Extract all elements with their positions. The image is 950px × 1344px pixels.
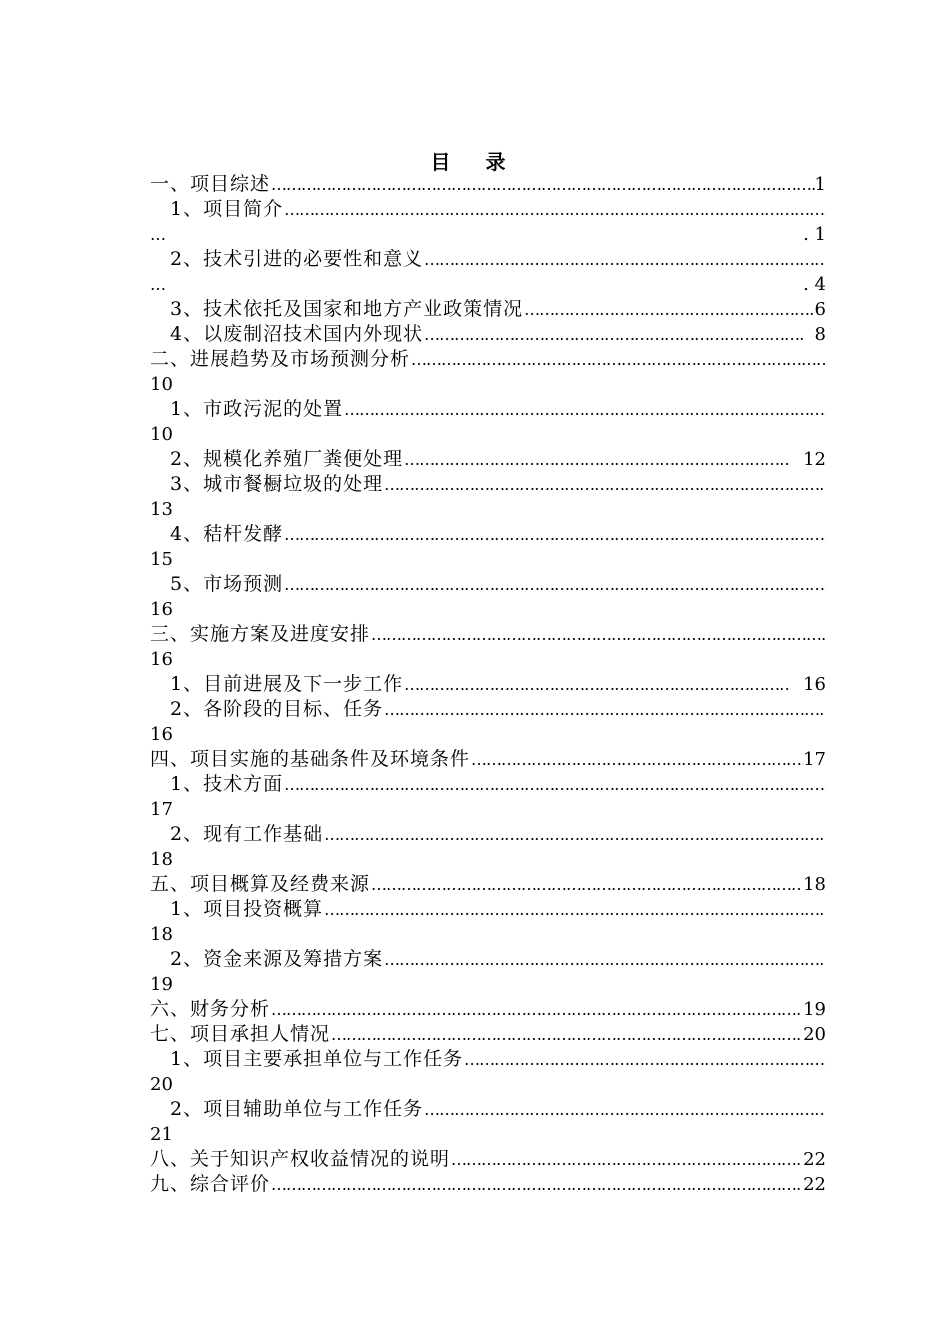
toc-entry-continuation	[150, 1122, 826, 1147]
dot-leader	[270, 997, 803, 1022]
toc-entry-continuation	[150, 222, 826, 247]
toc-entry-label: 2、技术引进的必要性和意义	[170, 248, 424, 270]
toc-entry-label: 二、进展趋势及市场预测分析	[150, 348, 411, 370]
toc-entry-page: 16	[150, 724, 173, 745]
toc-entry-label: 五、项目概算及经费来源	[150, 873, 371, 895]
toc-entry[interactable]	[150, 322, 826, 347]
toc-entry[interactable]	[150, 572, 826, 597]
toc-entry-label: 七、项目承担人情况	[150, 1023, 331, 1045]
toc-entry[interactable]	[150, 1172, 826, 1197]
toc-entry[interactable]	[150, 997, 826, 1022]
toc-entry-page: 19	[803, 999, 826, 1020]
toc-entry-label: 1、项目投资概算	[170, 898, 324, 920]
toc-entry-page: 16	[150, 649, 173, 670]
toc-entry-page: 20	[803, 1024, 826, 1045]
toc-entry-page: . 4	[803, 274, 826, 295]
toc-entry-label: 2、规模化养殖厂粪便处理	[170, 448, 404, 470]
dot-leader	[403, 672, 791, 697]
toc-entry-label: 2、资金来源及筹措方案	[170, 948, 384, 970]
toc-entry-page: 15	[150, 549, 173, 570]
toc-entry[interactable]	[150, 1047, 826, 1072]
toc-entry-label: 4、秸杆发酵	[170, 523, 284, 545]
toc-entry-page: 17	[150, 799, 173, 820]
toc-entry-label: 1、目前进展及下一步工作	[170, 673, 404, 695]
toc-entry-continuation	[150, 722, 826, 747]
toc-entry[interactable]	[150, 772, 826, 797]
toc-entry-page: 20	[150, 1074, 173, 1095]
toc-entry-label: 1、技术方面	[170, 773, 284, 795]
toc-entry-label: 1、项目简介	[170, 198, 284, 220]
toc-entry-label: 2、项目辅助单位与工作任务	[170, 1098, 424, 1120]
dot-leader	[343, 397, 826, 422]
toc-entry-label: 2、各阶段的目标、任务	[170, 698, 384, 720]
toc-entry-continuation	[150, 272, 826, 297]
toc-entry-page: 22	[803, 1149, 826, 1170]
toc-entry-label: 1、项目主要承担单位与工作任务	[170, 1048, 464, 1070]
toc-entry-page: 22	[803, 1174, 826, 1195]
toc-entry-continuation	[150, 1072, 826, 1097]
toc-entry-page: 1	[814, 174, 826, 195]
dot-leader-tail: …	[150, 225, 165, 244]
toc-entry-label: 3、技术依托及国家和地方产业政策情况	[170, 298, 524, 320]
toc-entry-label: 八、关于知识产权收益情况的说明	[150, 1148, 451, 1170]
toc-entry-label: 四、项目实施的基础条件及环境条件	[150, 748, 471, 770]
dot-leader-tail: …	[150, 275, 165, 294]
toc-entry[interactable]	[150, 197, 826, 222]
toc-entry-page: 16	[803, 674, 826, 695]
table-of-contents	[150, 172, 826, 1197]
dot-leader	[383, 947, 826, 972]
toc-entry-continuation	[150, 647, 826, 672]
toc-entry-label: 4、以废制沼技术国内外现状	[170, 323, 424, 345]
dot-leader	[383, 472, 826, 497]
toc-entry[interactable]	[150, 522, 826, 547]
toc-entry[interactable]	[150, 747, 826, 772]
dot-leader	[463, 1047, 826, 1072]
toc-entry-continuation	[150, 497, 826, 522]
dot-leader	[523, 297, 814, 322]
toc-entry-page: 16	[150, 599, 173, 620]
toc-entry[interactable]	[150, 672, 826, 697]
toc-entry[interactable]	[150, 172, 826, 197]
toc-entry[interactable]	[150, 947, 826, 972]
toc-entry-page: 12	[803, 449, 826, 470]
dot-leader	[423, 247, 826, 272]
toc-entry[interactable]	[150, 1147, 826, 1172]
toc-entry[interactable]	[150, 897, 826, 922]
toc-entry-label: 三、实施方案及进度安排	[150, 623, 371, 645]
toc-entry-page: 17	[803, 749, 826, 770]
toc-entry-label: 一、项目综述	[150, 173, 271, 195]
toc-entry-label: 5、市场预测	[170, 573, 284, 595]
toc-entry-label: 九、综合评价	[150, 1173, 271, 1195]
dot-leader	[283, 197, 826, 222]
toc-entry-page: 19	[150, 974, 173, 995]
toc-entry-continuation	[150, 972, 826, 997]
dot-leader	[450, 1147, 803, 1172]
dot-leader	[370, 622, 826, 647]
toc-entry-page: 18	[803, 874, 826, 895]
toc-entry-label: 3、城市餐橱垃圾的处理	[170, 473, 384, 495]
toc-entry-page: 18	[150, 849, 173, 870]
toc-entry[interactable]	[150, 872, 826, 897]
toc-entry[interactable]	[150, 472, 826, 497]
dot-leader	[283, 772, 826, 797]
toc-entry-page: 21	[150, 1124, 173, 1145]
toc-entry-page: . 1	[803, 224, 826, 245]
toc-entry-continuation	[150, 372, 826, 397]
toc-entry[interactable]	[150, 447, 826, 472]
dot-leader	[330, 1022, 803, 1047]
dot-leader	[283, 572, 826, 597]
toc-entry-label: 1、市政污泥的处置	[170, 398, 344, 420]
toc-entry-page: 18	[150, 924, 173, 945]
dot-leader	[383, 697, 826, 722]
toc-entry-page: 13	[150, 499, 173, 520]
dot-leader	[423, 1097, 826, 1122]
dot-leader	[470, 747, 803, 772]
toc-entry-page: 10	[150, 374, 173, 395]
dot-leader	[410, 347, 826, 372]
toc-entry-continuation	[150, 597, 826, 622]
toc-entry[interactable]	[150, 1097, 826, 1122]
toc-entry[interactable]	[150, 247, 826, 272]
dot-leader	[423, 322, 802, 347]
dot-leader	[283, 522, 826, 547]
toc-entry-page: 8	[814, 324, 826, 345]
toc-entry[interactable]	[150, 1022, 826, 1047]
toc-entry-continuation	[150, 797, 826, 822]
toc-entry-continuation	[150, 922, 826, 947]
dot-leader	[323, 822, 826, 847]
toc-entry[interactable]	[150, 347, 826, 372]
toc-entry[interactable]	[150, 697, 826, 722]
dot-leader	[403, 447, 791, 472]
toc-entry-page: 10	[150, 424, 173, 445]
dot-leader	[270, 1172, 803, 1197]
toc-entry-continuation	[150, 422, 826, 447]
dot-leader	[270, 172, 815, 197]
toc-entry-continuation	[150, 847, 826, 872]
toc-entry-label: 2、现有工作基础	[170, 823, 324, 845]
toc-entry[interactable]	[150, 297, 826, 322]
toc-entry-page: 6	[814, 299, 826, 320]
toc-entry-label: 六、财务分析	[150, 998, 271, 1020]
dot-leader	[323, 897, 826, 922]
toc-entry[interactable]	[150, 622, 826, 647]
dot-leader	[370, 872, 803, 897]
toc-entry[interactable]	[150, 397, 826, 422]
toc-title: 目 录	[430, 150, 520, 174]
toc-entry-continuation	[150, 547, 826, 572]
toc-entry[interactable]	[150, 822, 826, 847]
